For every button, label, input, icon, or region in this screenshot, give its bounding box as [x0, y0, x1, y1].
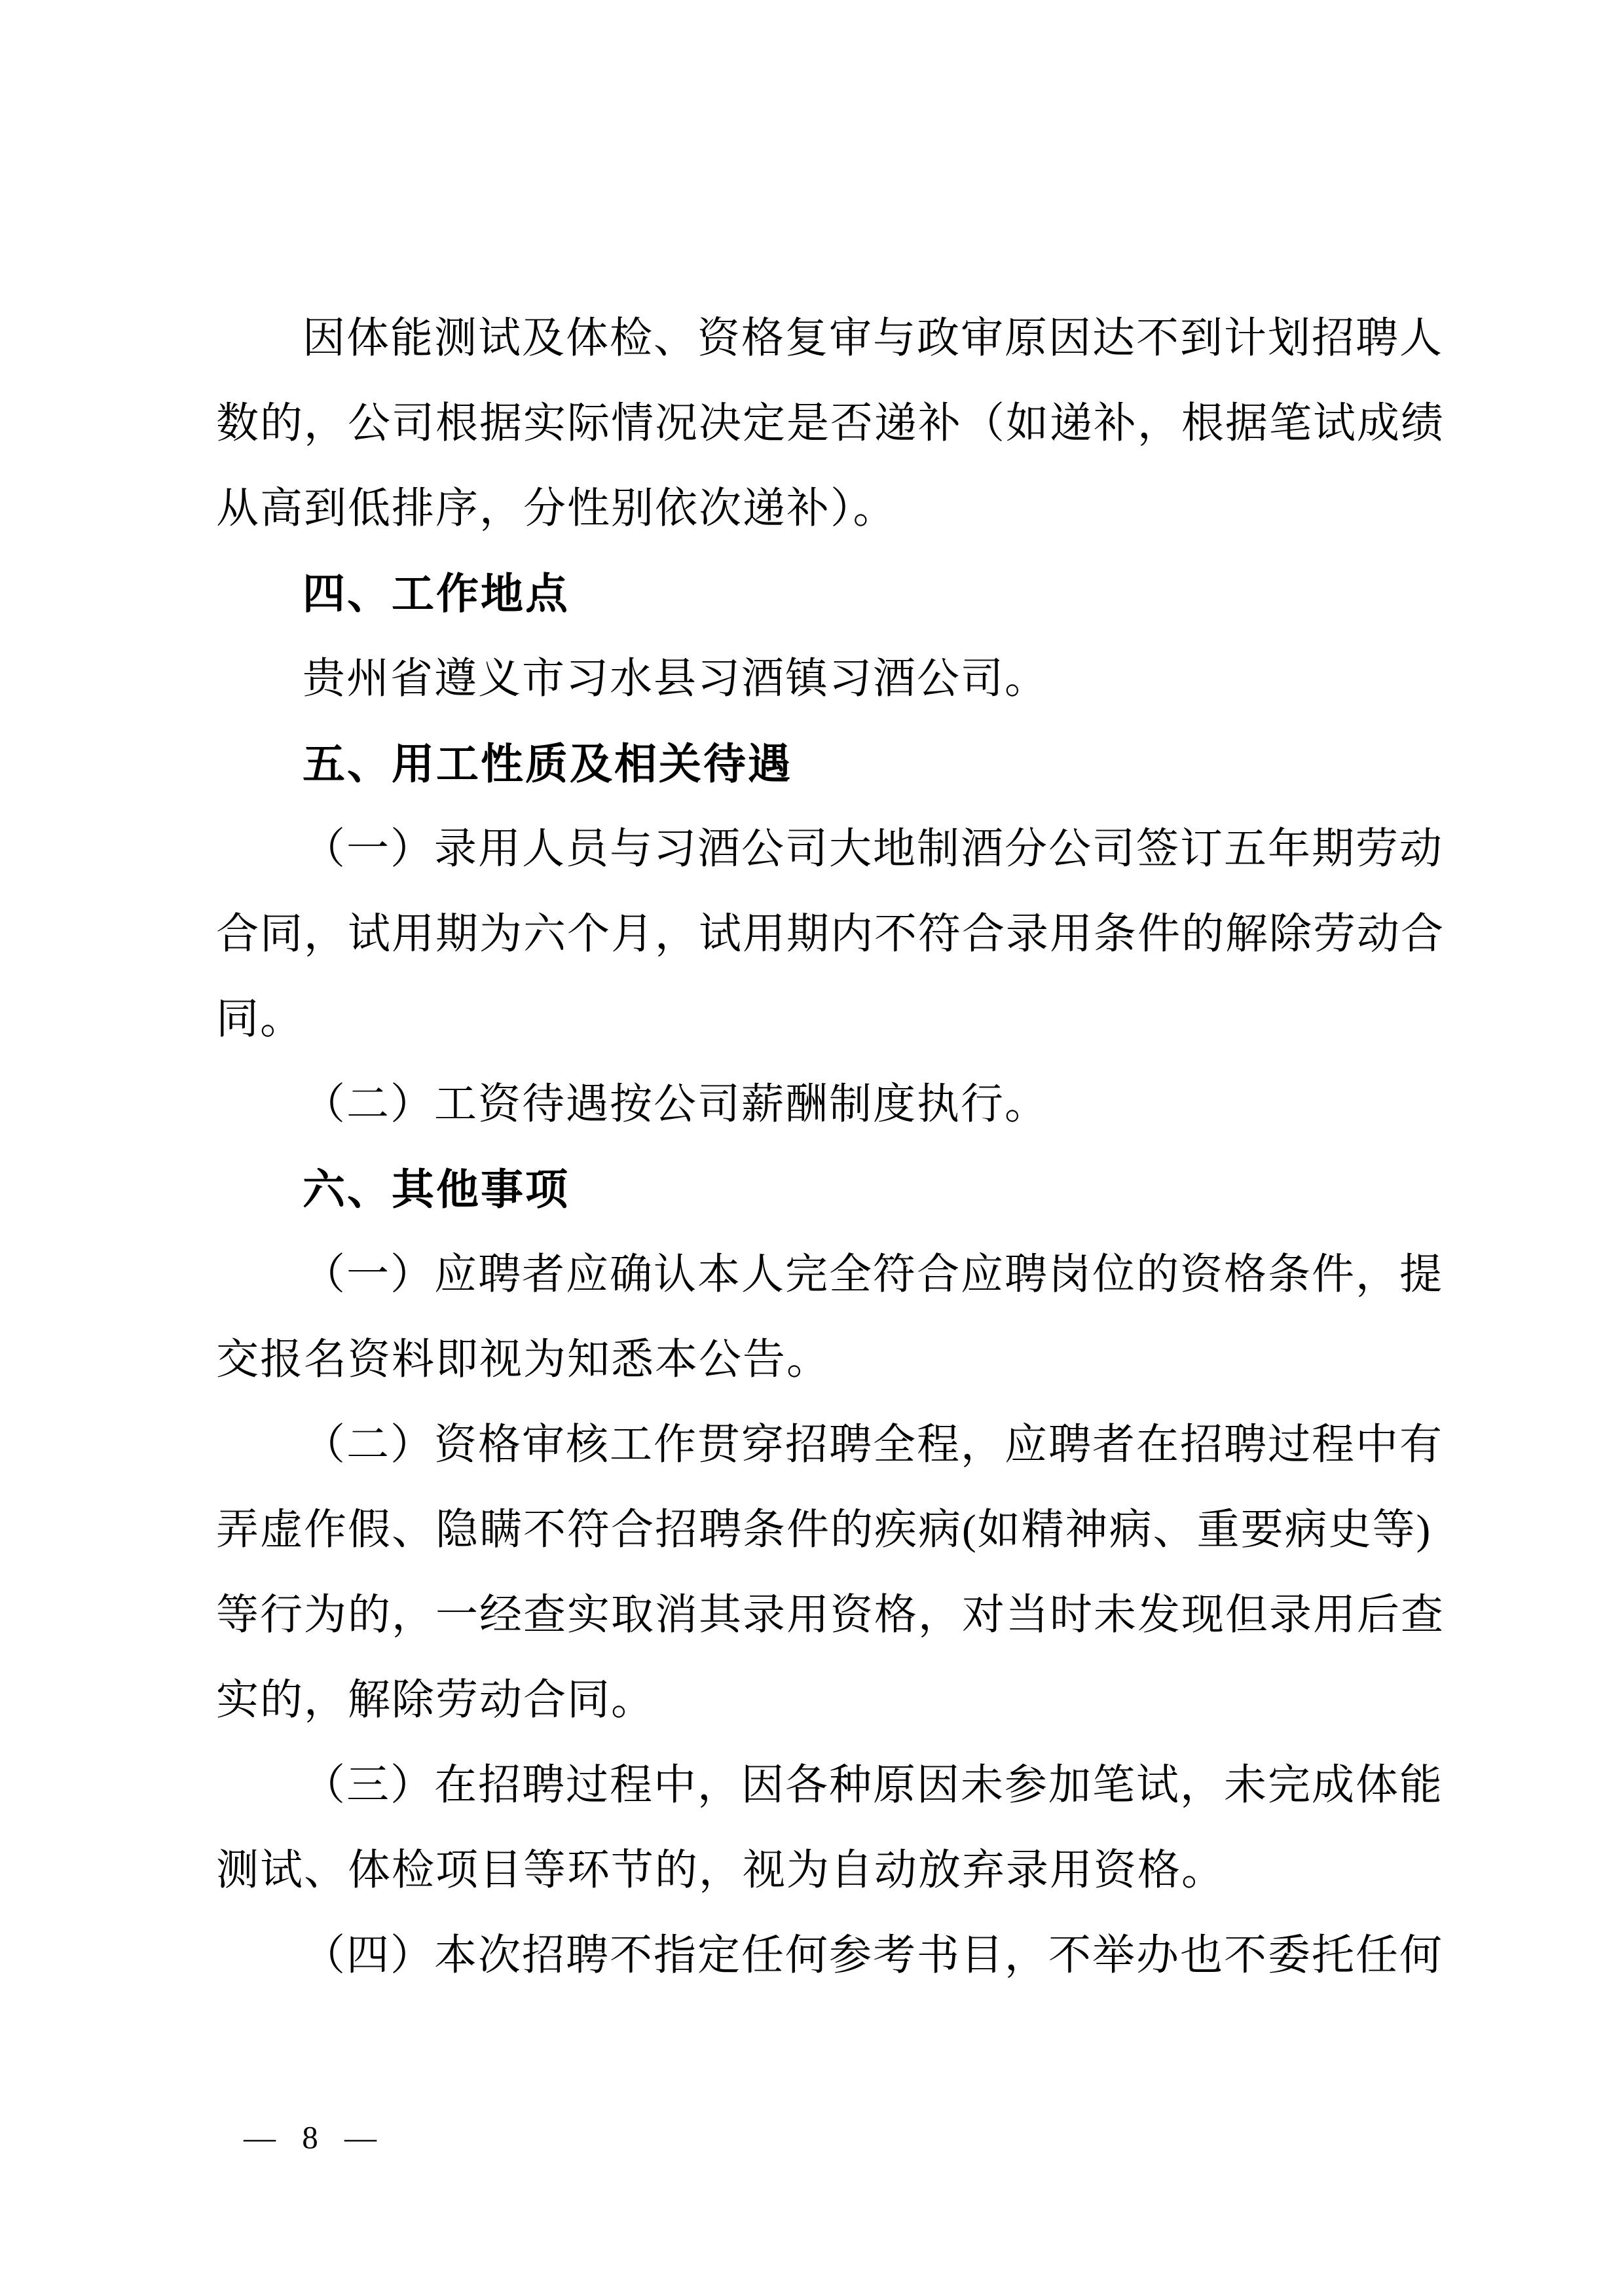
text-line: 同。 — [216, 996, 304, 1043]
section-heading: 五、用工性质及相关待遇 — [303, 740, 793, 788]
text-line: 数的，公司根据实际情况决定是否递补（如递补，根据笔试成绩 — [216, 400, 1445, 447]
page-number-footer: — 8 — — [244, 2119, 386, 2155]
text-line: 等行为的，一经查实取消其录用资格，对当时未发现但录用后查 — [216, 1592, 1445, 1639]
text-line: 从高到低排序，分性别依次递补）。 — [216, 485, 897, 532]
section-heading: 四、工作地点 — [303, 570, 570, 617]
text-line: （二）资格审核工作贯穿招聘全程，应聘者在招聘过程中有 — [303, 1421, 1444, 1468]
text-line: （二）工资待遇按公司薪酬制度执行。 — [303, 1081, 1049, 1128]
text-line: 弄虚作假、隐瞒不符合招聘条件的疾病(如精神病、重要病史等) — [216, 1506, 1432, 1554]
text-line: 因体能测试及体检、资格复审与政审原因达不到计划招聘人 — [303, 315, 1444, 362]
text-line: 交报名资料即视为知悉本公告。 — [216, 1336, 831, 1383]
text-line: 测试、体检项目等环节的，视为自动放弃录用资格。 — [216, 1847, 1226, 1894]
text-line: （一）应聘者应确认本人完全符合应聘岗位的资格条件，提 — [303, 1251, 1444, 1298]
text-line: （三）在招聘过程中，因各种原因未参加笔试，未完成体能 — [303, 1762, 1444, 1809]
text-line: 贵州省遵义市习水县习酒镇习酒公司。 — [303, 655, 1049, 702]
section-heading: 六、其他事项 — [303, 1165, 570, 1213]
text-line: 实的，解除劳动合同。 — [216, 1677, 655, 1724]
document-body — [216, 296, 1449, 1998]
text-line: （四）本次招聘不指定任何参考书目，不举办也不委托任何 — [303, 1932, 1444, 1979]
text-line: （一）录用人员与习酒公司大地制酒分公司签订五年期劳动 — [303, 826, 1444, 873]
text-line: 合同，试用期为六个月，试用期内不符合录用条件的解除劳动合 — [216, 911, 1445, 958]
